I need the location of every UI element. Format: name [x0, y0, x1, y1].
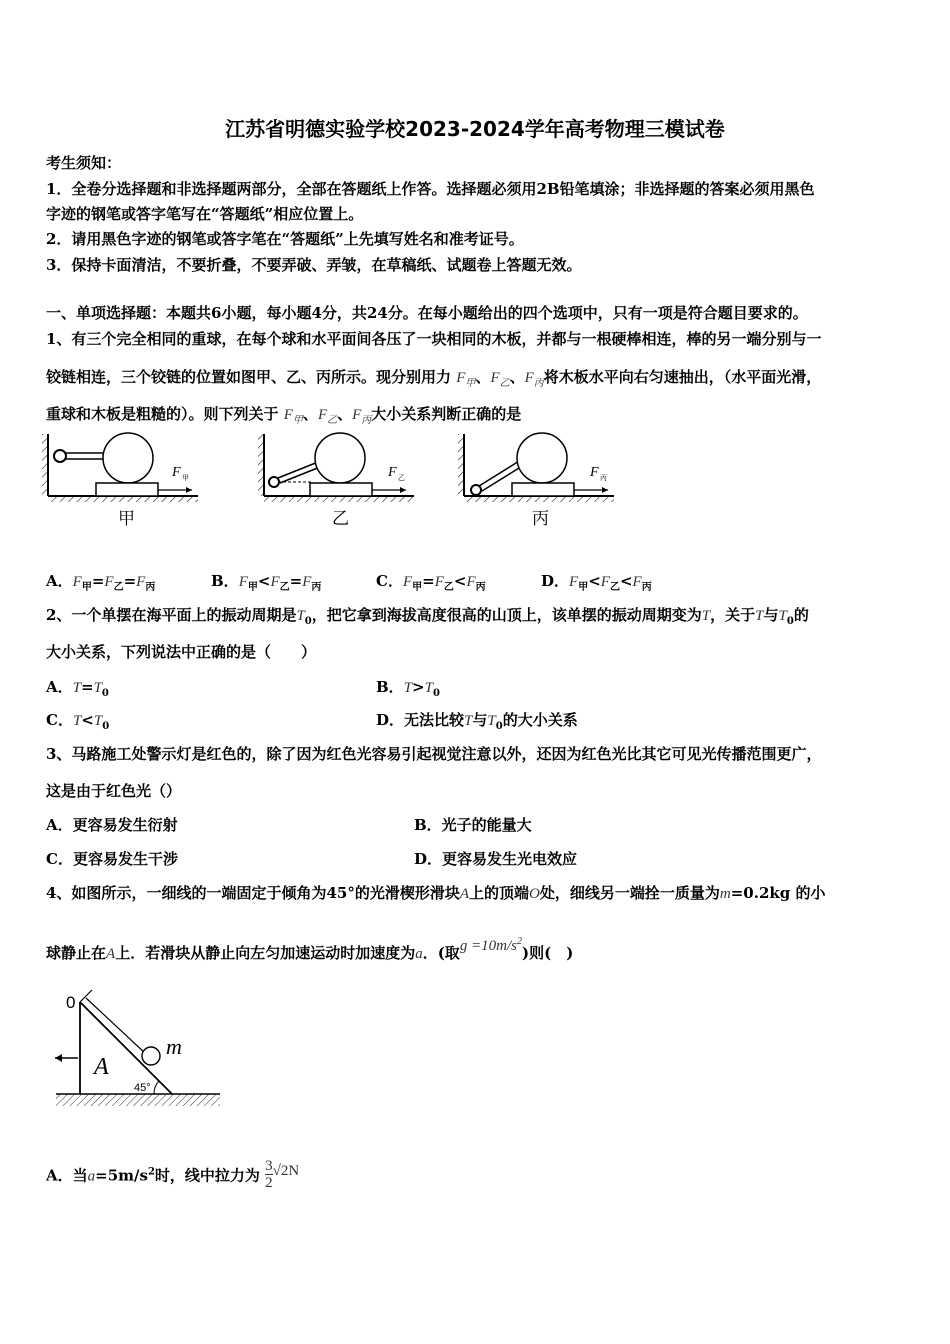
q2-option-d[interactable]: D．无法比较T与$T_0$的大小关系 — [376, 711, 578, 732]
figure-yi — [258, 433, 414, 529]
q1-line-1: 1、有三个完全相同的重球，在每个球和水平面间各压了一块相同的木板，并都与一根硬棒相连，棒的另一端分别与一 — [46, 330, 822, 348]
notice-line-3: 3．保持卡面清洁，不要折叠，不要弄破、弄皱，在草稿纸、试题卷上答题无效。 — [46, 256, 582, 274]
q1-option-b[interactable]: B．$F_甲<F_乙=F_丙$ — [211, 572, 322, 593]
fig-jia-force-sub: 甲 — [182, 474, 189, 482]
q1-figures — [40, 428, 620, 536]
f-bing-2: $F_丙$ — [352, 407, 372, 426]
figure-bing — [458, 433, 614, 529]
q4-option-a[interactable]: A．当$a=5m/s^2$时，线中拉力为 $\frac{3}{2}$ √2N — [46, 1158, 300, 1191]
notice-heading: 考生须知： — [46, 154, 122, 172]
f-yi-2: $F_乙$ — [317, 407, 338, 426]
notice-line-2: 2．请用黑色字迹的钢笔或答字笔在“答题纸”上先填写姓名和准考证号。 — [46, 230, 524, 248]
g-value: $g =10m/s^2$ — [459, 936, 523, 954]
q1-line-3: 重球和木板是粗糙的）。则下列关于 $F_甲$、$F_乙$、$F_丙$大小关系判断正确的是 — [46, 405, 522, 426]
page-title: 江苏省明德实验学校2023-2024学年高考物理三模试卷 — [225, 117, 725, 141]
fig-jia-force: F — [172, 465, 181, 480]
q2-line-2: 大小关系，下列说法中正确的是（ ） — [46, 643, 317, 661]
fig-bing-force: F — [590, 465, 599, 480]
q4-line-1: 4、如图所示，一细线的一端固定于倾角为45°的光滑楔形滑块A上的顶端O处，细线另一端拴一质量为m=0.2kg 的小 — [46, 884, 826, 902]
q4-figure — [50, 984, 230, 1114]
q1-line-2a: 铰链相连，三个铰链的位置如图甲、乙、丙所示。现分别用力 — [46, 368, 452, 386]
q3-line-1: 3、马路施工处警示灯是红色的，除了因为红色光容易引起视觉注意以外，还因为红色光比其它可见光传播范围更广， — [46, 745, 822, 763]
fig-o-label: 0 — [66, 993, 76, 1012]
f-jia-2: $F_甲$ — [283, 407, 303, 426]
notice-line-1b: 字迹的钢笔或答字笔写在“答题纸”相应位置上。 — [46, 205, 364, 223]
fig-a-label: A — [94, 1054, 109, 1080]
fig-label-bing: 丙 — [532, 509, 549, 529]
q3-option-a[interactable]: A．更容易发生衍射 — [46, 816, 178, 834]
fig-yi-force: F — [388, 465, 397, 480]
q2-option-c[interactable]: C．$T<T_0$ — [46, 711, 110, 732]
section-heading: 一、单项选择题：本题共6小题，每小题4分，共24分。在每小题给出的四个选项中，只有一项是符合题目要求的。 — [46, 304, 808, 322]
fig-m-label: m — [166, 1034, 182, 1059]
fraction: $\frac{3}{2}$ — [265, 1158, 273, 1191]
f-jia: $F_甲$ — [456, 370, 476, 389]
q1-option-c[interactable]: C．$F_甲=F_乙<F_丙$ — [376, 572, 486, 593]
q1-line-2b: 将木板水平向右匀速抽出，（水平面光滑， — [543, 368, 822, 386]
q1-option-a[interactable]: A．$F_甲=F_乙=F_丙$ — [46, 572, 156, 593]
notice-line-1a: 1．全卷分选择题和非选择题两部分，全部在答题纸上作答。选择题必须用2B铅笔填涂；非选择题的答案必须用黑色 — [46, 180, 815, 198]
fig-bing-force-sub: 丙 — [600, 474, 607, 482]
f-yi: $F_乙$ — [490, 370, 510, 389]
q1-line-2: 铰链相连，三个铰链的位置如图甲、乙、丙所示。现分别用力 $F_甲$、$F_乙$、$F_丙$将木板水平向右匀速抽出，（水平面光滑， — [46, 368, 822, 389]
q1-option-d[interactable]: D．$F_甲<F_乙<F_丙$ — [541, 572, 652, 593]
figure-jia — [42, 433, 198, 529]
q3-option-b[interactable]: B．光子的能量大 — [414, 816, 532, 834]
q2-option-a[interactable]: A．$T=T_0$ — [46, 678, 109, 699]
q1-line-3a: 重球和木板是粗糙的）。则下列关于 — [46, 405, 279, 423]
q4-line-2: 球静止在A上．若滑块从静止向左匀加速运动时加速度为a．(取$g =10m/s^2$)则( ) — [46, 936, 574, 962]
q3-option-d[interactable]: D．更容易发生光电效应 — [414, 850, 578, 868]
q3-line-2: 这是由于红色光（） — [46, 782, 182, 800]
fig-label-yi: 乙 — [332, 509, 349, 529]
f-bing: $F_丙$ — [524, 370, 544, 389]
fig-angle-label: 45° — [134, 1082, 151, 1094]
q3-option-c[interactable]: C．更容易发生干涉 — [46, 850, 178, 868]
fig-label-jia: 甲 — [118, 509, 135, 529]
q2-line-1: 2、一个单摆在海平面上的振动周期是$T_0$，把它拿到海拔高度很高的山顶上，该单摆的振动周期变为T，关于T与$T_0$的 — [46, 606, 809, 627]
fig-yi-force-sub: 乙 — [398, 474, 405, 482]
q1-line-3b: 大小关系判断正确的是 — [371, 405, 522, 423]
q2-option-b[interactable]: B．$T>T_0$ — [376, 678, 440, 699]
sqrt-value: √2N — [272, 1162, 300, 1179]
